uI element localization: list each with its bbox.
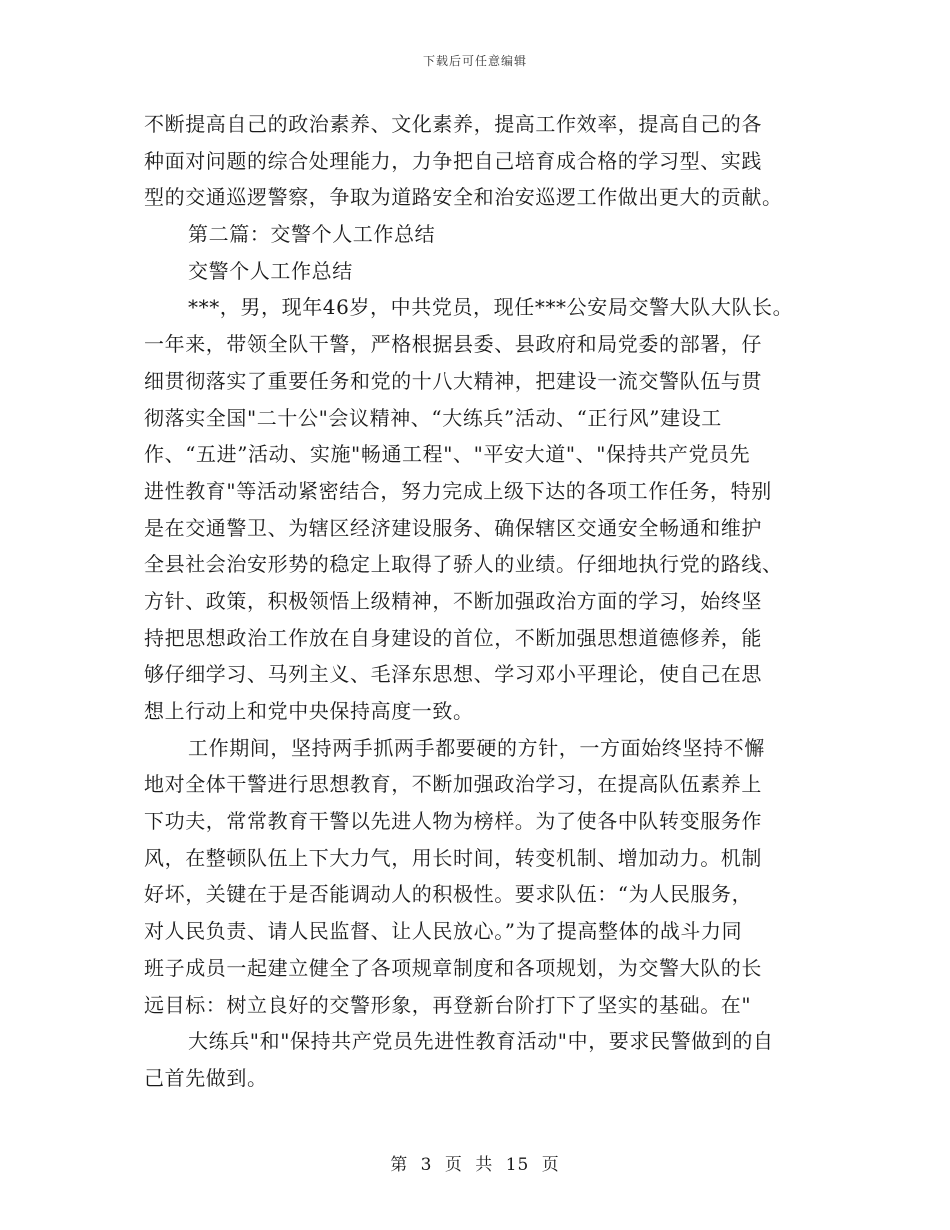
body-line: 够仔细学习、马列主义、毛泽东思想、学习邓小平理论，使自己在思 [144, 662, 762, 687]
body-line: 己首先做到。 [144, 1065, 268, 1090]
body-line: 好坏，关键在于是否能调动人的积极性。要求队伍：“为人民服务， [144, 882, 753, 907]
body-line: 全县社会治安形势的稳定上取得了骄人的业绩。仔细地执行党的路线、 [144, 552, 783, 577]
body-line: 工作期间，坚持两手抓两手都要硬的方针，一方面始终坚持不懈 [188, 735, 765, 760]
body-line: 地对全体干警进行思想教育，不断加强政治学习，在提高队伍素养上 [144, 772, 762, 797]
body-line: 风，在整顿队伍上下大力气，用长时间，转变机制、增加动力。机制 [144, 845, 762, 870]
body-line: 方针、政策，积极领悟上级精神，不断加强政治方面的学习，始终坚 [144, 588, 762, 613]
section-heading: 第二篇：交警个人工作总结 [188, 222, 436, 247]
body-line: 持把思想政治工作放在自身建设的首位，不断加强思想道德修养，能 [144, 625, 762, 650]
body-line: 下功夫，常常教育干警以先进人物为榜样。为了使各中队转变服务作 [144, 809, 762, 834]
body-line: 种面对问题的综合处理能力，力争把自己培育成合格的学习型、实践 [144, 148, 762, 173]
body-line: 进性教育"等活动紧密结合，努力完成上级下达的各项工作任务，特别 [144, 478, 772, 503]
page-number-footer: 第 3 页 共 15 页 [390, 1155, 560, 1175]
body-line: 彻落实全国"二十公"会议精神、“大练兵”活动、“正行风”建设工 [144, 405, 722, 430]
body-line: 细贯彻落实了重要任务和党的十八大精神，把建设一流交警队伍与贯 [144, 368, 762, 393]
body-line: ***，男，现年46岁，中共党员，现任***公安局交警大队大队长。 [188, 295, 794, 320]
body-line: 是在交通警卫、为辖区经济建设服务、确保辖区交通安全畅通和维护 [144, 515, 762, 540]
body-line: 班子成员一起建立健全了各项规章制度和各项规划，为交警大队的长 [144, 955, 762, 980]
document-body [144, 106, 824, 1097]
header-note: 下载后可任意编辑 [422, 54, 527, 68]
section-title: 交警个人工作总结 [188, 258, 353, 283]
body-line: 大练兵"和"保持共产党员先进性教育活动"中，要求民警做到的自 [188, 1029, 774, 1054]
body-line: 对人民负责、请人民监督、让人民放心。”为了提高整体的战斗力同 [144, 919, 743, 944]
body-line: 一年来，带领全队干警，严格根据县委、县政府和局党委的部署，仔 [144, 332, 762, 357]
body-line: 型的交通巡逻警察，争取为道路安全和治安巡逻工作做出更大的贡献。 [144, 185, 783, 210]
body-line: 不断提高自己的政治素养、文化素养，提高工作效率，提高自己的各 [144, 112, 762, 136]
body-line: 远目标：树立良好的交警形象，再登新台阶打下了坚实的基础。在" [144, 992, 752, 1017]
body-line: 想上行动上和党中央保持高度一致。 [144, 699, 474, 723]
body-line: 作、“五进”活动、实施"畅通工程"、"平安大道"、"保持共产党员先 [144, 442, 751, 467]
